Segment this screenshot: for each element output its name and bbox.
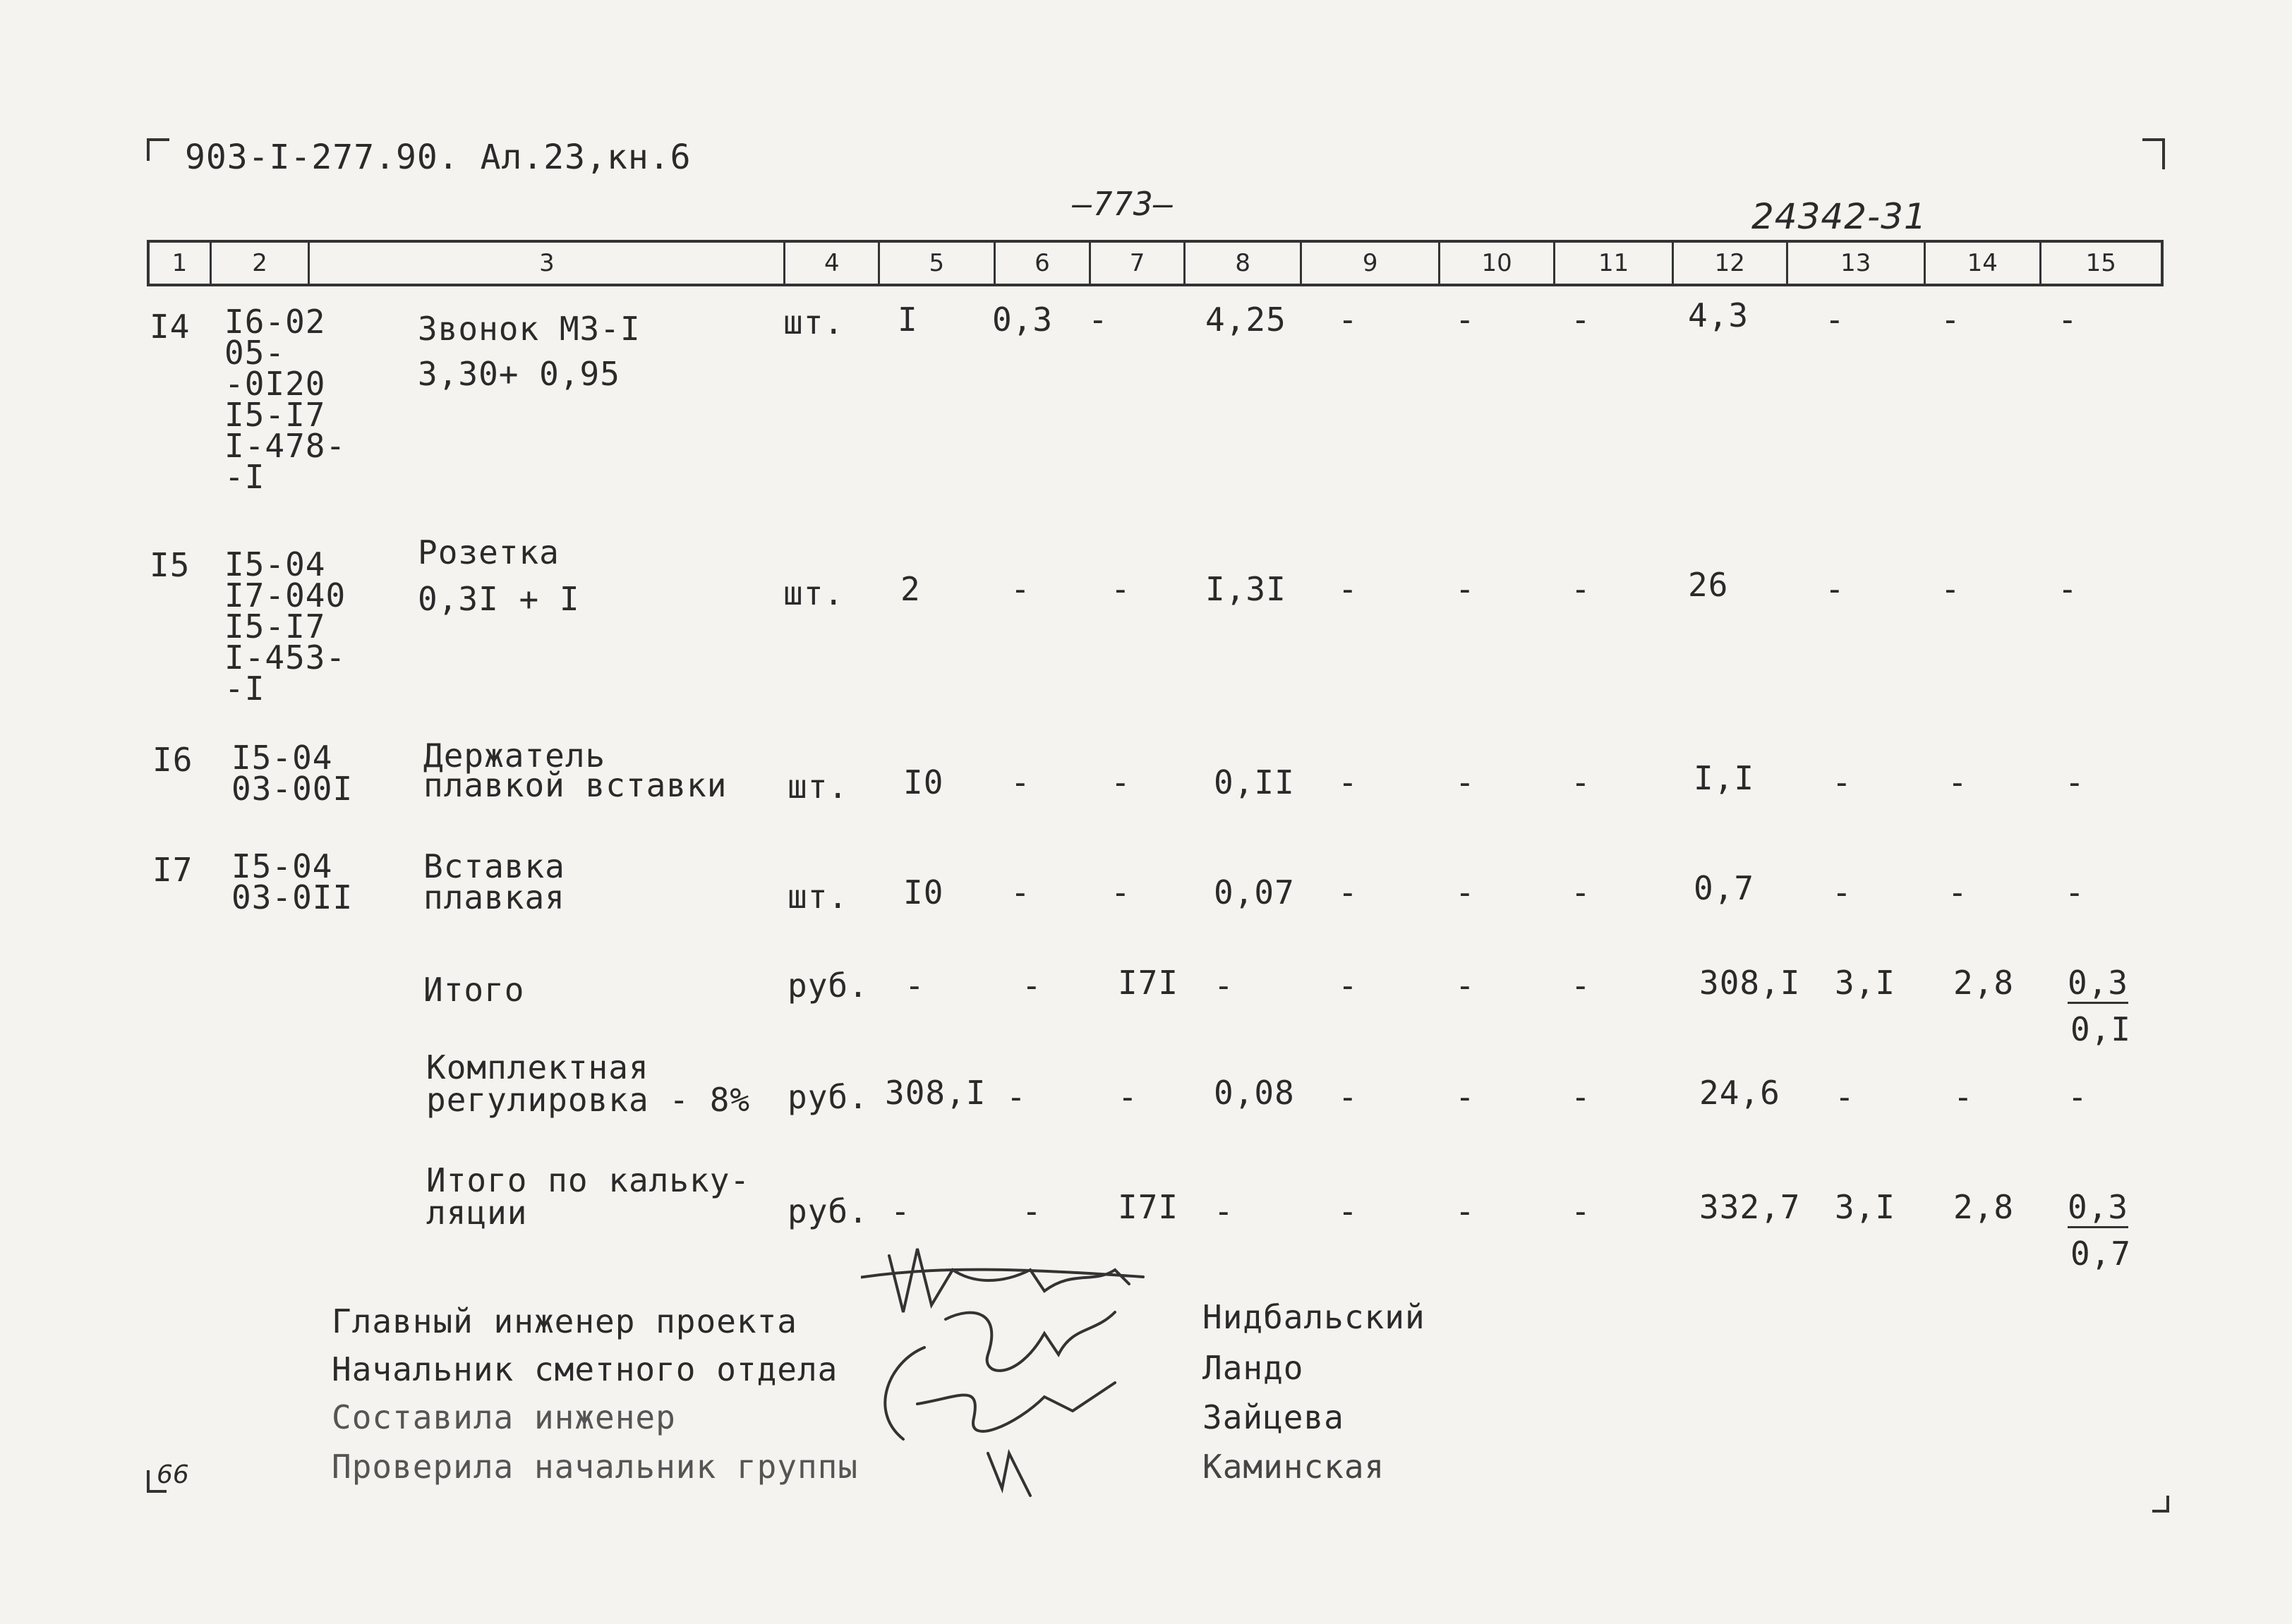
column-header: 13 bbox=[1788, 243, 1926, 284]
unit: руб. bbox=[788, 1078, 869, 1116]
cell-col15: - bbox=[2068, 1078, 2088, 1116]
cell-col13: 3,I bbox=[1835, 964, 1896, 1002]
cell-col10: - bbox=[1455, 1192, 1476, 1230]
corner-mark-bottom-right bbox=[2152, 1496, 2169, 1513]
cell-col9: - bbox=[1338, 570, 1358, 608]
cell-col5: 308,I bbox=[885, 1074, 987, 1112]
item-name: Вставка плавкая bbox=[423, 847, 565, 916]
cell-col6: - bbox=[1022, 966, 1042, 1005]
cell-col12: 4,3 bbox=[1688, 296, 1749, 334]
unit: руб. bbox=[788, 966, 869, 1005]
cell-col8: - bbox=[1214, 1192, 1234, 1230]
cell-col15: - bbox=[2065, 873, 2085, 911]
column-header: 12 bbox=[1674, 243, 1788, 284]
cell-col15-numerator: 0,3 bbox=[2068, 966, 2128, 1004]
column-header: 10 bbox=[1440, 243, 1556, 284]
cell-col7: I7I bbox=[1118, 1188, 1179, 1226]
cell-col7: - bbox=[1111, 570, 1131, 608]
norm-code: I6-02 05- -0I20 I5-I7 I-478- -I bbox=[224, 303, 346, 496]
cell-col15-denominator: 0,I bbox=[2070, 1010, 2132, 1048]
corner-mark-top-left bbox=[147, 138, 169, 161]
cell-col12: 332,7 bbox=[1699, 1188, 1801, 1226]
unit: руб. bbox=[788, 1192, 869, 1230]
cell-col7: - bbox=[1088, 301, 1109, 339]
cell-col6: - bbox=[1011, 570, 1031, 608]
cell-col12: 308,I bbox=[1699, 964, 1801, 1002]
cell-col6: 0,3 bbox=[992, 301, 1054, 339]
unit: шт. bbox=[788, 878, 849, 916]
row-number: I5 bbox=[150, 546, 191, 584]
signature-person: Нидбальский bbox=[1202, 1298, 1425, 1336]
cell-col6: - bbox=[1011, 763, 1031, 801]
cell-col8: 4,25 bbox=[1205, 301, 1286, 339]
cell-col15: - bbox=[2058, 570, 2078, 608]
cell-col12: 0,7 bbox=[1694, 869, 1755, 907]
cell-col9: - bbox=[1338, 1078, 1358, 1116]
column-header: 8 bbox=[1186, 243, 1303, 284]
total-name: Итого bbox=[423, 971, 525, 1009]
norm-code: I5-04 03-0II bbox=[231, 847, 354, 916]
cell-col6: - bbox=[1022, 1192, 1042, 1230]
handwritten-signatures-icon bbox=[861, 1242, 1200, 1524]
signature-person: Ландо bbox=[1202, 1349, 1304, 1387]
page-footer-number: 66 bbox=[157, 1460, 189, 1489]
item-name: Розетка 0,3I + I bbox=[418, 533, 580, 618]
cell-col13: 3,I bbox=[1835, 1188, 1896, 1226]
cell-col5: - bbox=[891, 1192, 911, 1230]
cell-col15: - bbox=[2065, 763, 2085, 801]
cell-col11: - bbox=[1571, 301, 1591, 339]
column-header: 3 bbox=[310, 243, 785, 284]
row-number: I6 bbox=[152, 741, 193, 779]
cell-col11: - bbox=[1571, 1192, 1591, 1230]
cell-col7: I7I bbox=[1118, 964, 1179, 1002]
unit: шт. bbox=[783, 303, 845, 341]
cell-col10: - bbox=[1455, 301, 1476, 339]
cell-col11: - bbox=[1571, 570, 1591, 608]
cell-col13: - bbox=[1835, 1078, 1855, 1116]
cell-col8: 0,07 bbox=[1214, 873, 1295, 911]
signature-role: Проверила начальник группы bbox=[332, 1448, 859, 1486]
cell-col11: - bbox=[1571, 873, 1591, 911]
row-number: I7 bbox=[152, 851, 193, 889]
column-header: 15 bbox=[2085, 249, 2116, 277]
cell-col13: - bbox=[1825, 301, 1845, 339]
cell-col9: - bbox=[1338, 1192, 1358, 1230]
unit: шт. bbox=[788, 768, 849, 806]
inventory-number: 24342-31 bbox=[1751, 196, 1927, 237]
cell-col12: I,I bbox=[1694, 759, 1755, 797]
signature-role: Начальник сметного отдела bbox=[332, 1350, 838, 1388]
cell-col8: 0,08 bbox=[1214, 1074, 1295, 1112]
column-header: 9 bbox=[1302, 243, 1440, 284]
cell-col9: - bbox=[1338, 966, 1358, 1005]
column-header: 4 bbox=[785, 243, 880, 284]
cell-col14: - bbox=[1948, 873, 1968, 911]
cell-col12: 26 bbox=[1688, 566, 1729, 604]
cell-col14: - bbox=[1941, 570, 1961, 608]
cell-col5: I bbox=[898, 301, 918, 339]
cell-col9: - bbox=[1338, 763, 1358, 801]
cell-col11: - bbox=[1571, 966, 1591, 1005]
cell-col14: - bbox=[1953, 1078, 1974, 1116]
signature-role: Главный инженер проекта bbox=[332, 1302, 797, 1340]
cell-col14: 2,8 bbox=[1953, 964, 2015, 1002]
cell-col15-denominator: 0,7 bbox=[2070, 1235, 2132, 1273]
column-header: 5 bbox=[880, 243, 996, 284]
column-header: 2 bbox=[212, 243, 310, 284]
cell-col10: - bbox=[1455, 570, 1476, 608]
cell-col8: - bbox=[1214, 966, 1234, 1005]
cell-col10: - bbox=[1455, 1078, 1476, 1116]
cell-col9: - bbox=[1338, 301, 1358, 339]
cell-col6: - bbox=[1011, 873, 1031, 911]
cell-col11: - bbox=[1571, 1078, 1591, 1116]
column-header-row bbox=[147, 240, 2164, 286]
document-code: 903-I-277.90. Ал.23,кн.6 bbox=[185, 138, 692, 177]
unit: шт. bbox=[783, 574, 845, 612]
cell-col7: - bbox=[1111, 873, 1131, 911]
cell-col14: - bbox=[1941, 301, 1961, 339]
cell-col5: I0 bbox=[903, 763, 944, 801]
cell-col9: - bbox=[1338, 873, 1358, 911]
corner-mark-top-right bbox=[2142, 138, 2165, 169]
cell-col12: 24,6 bbox=[1699, 1074, 1780, 1112]
cell-col5: 2 bbox=[900, 570, 921, 608]
signature-role: Составила инженер bbox=[332, 1398, 676, 1436]
cell-col15: - bbox=[2058, 301, 2078, 339]
cell-col10: - bbox=[1455, 763, 1476, 801]
column-header: 6 bbox=[996, 243, 1092, 284]
column-header: 1 bbox=[150, 243, 212, 284]
cell-col15-numerator: 0,3 bbox=[2068, 1191, 2128, 1228]
cell-col13: - bbox=[1832, 873, 1852, 911]
column-header: 14 bbox=[1926, 243, 2041, 284]
cell-col14: 2,8 bbox=[1953, 1188, 2015, 1226]
page-number: —773— bbox=[1073, 185, 1174, 223]
cell-col13: - bbox=[1832, 763, 1852, 801]
cell-col13: - bbox=[1825, 570, 1845, 608]
row-number: I4 bbox=[150, 308, 191, 346]
cell-col8: I,3I bbox=[1205, 570, 1286, 608]
cell-col14: - bbox=[1948, 763, 1968, 801]
item-name: Звонок МЗ-I 3,30+ 0,95 bbox=[418, 310, 641, 393]
column-header: 11 bbox=[1555, 243, 1674, 284]
signature-person: Зайцева bbox=[1202, 1398, 1344, 1436]
cell-col10: - bbox=[1455, 873, 1476, 911]
cell-col6: - bbox=[1006, 1078, 1027, 1116]
signature-person: Каминская bbox=[1202, 1448, 1385, 1486]
norm-code: I5-04 03-00I bbox=[231, 739, 354, 808]
cell-col11: - bbox=[1571, 763, 1591, 801]
cell-col10: - bbox=[1455, 966, 1476, 1005]
cell-col7: - bbox=[1118, 1078, 1138, 1116]
total-name: Итого по кальку- ляции bbox=[426, 1161, 751, 1232]
norm-code: I5-04 I7-040 I5-I7 I-453- -I bbox=[224, 545, 346, 708]
cell-col5: - bbox=[905, 966, 925, 1005]
cell-col5: I0 bbox=[903, 873, 944, 911]
cell-col8: 0,II bbox=[1214, 763, 1295, 801]
total-name: Комплектная регулировка - 8% bbox=[426, 1048, 751, 1119]
cell-col7: - bbox=[1111, 763, 1131, 801]
item-name: Держатель плавкой вставки bbox=[423, 737, 728, 804]
column-header: 7 bbox=[1091, 243, 1186, 284]
